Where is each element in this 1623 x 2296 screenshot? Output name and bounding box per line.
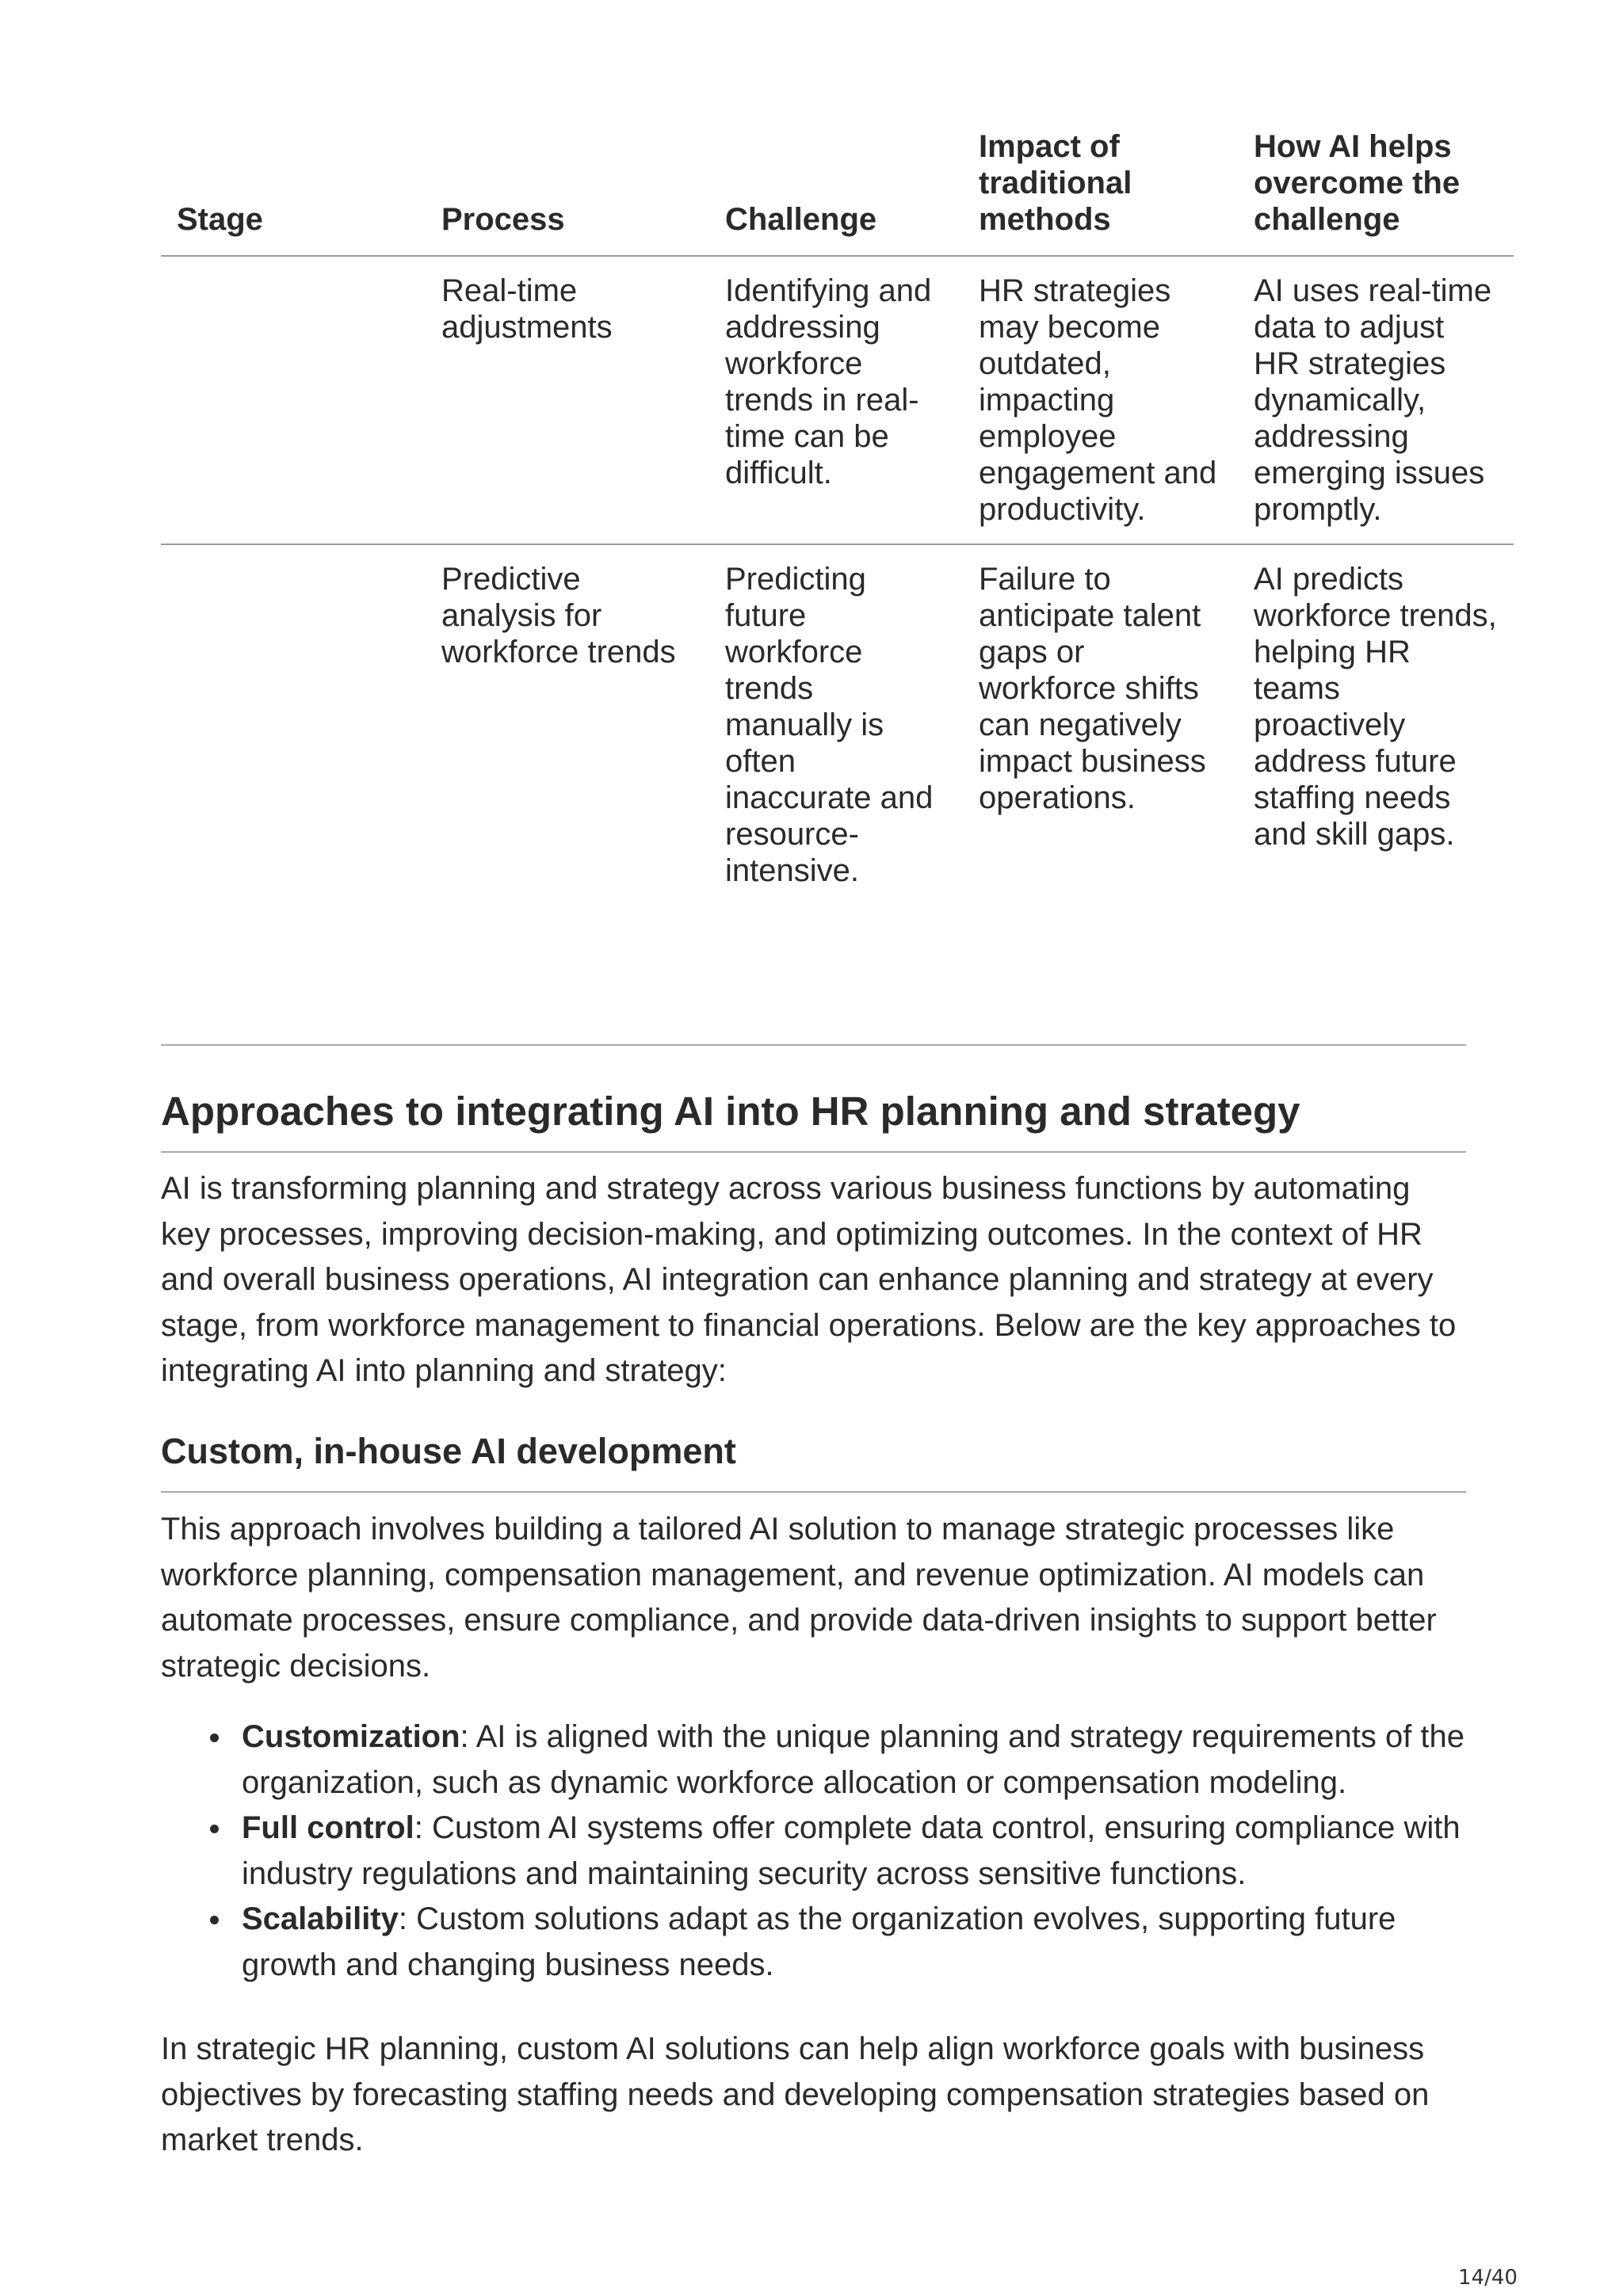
table-row bbox=[161, 544, 1514, 905]
table-header-row bbox=[161, 128, 1514, 256]
cell-how-ai-helps: AI uses real-time data to adjust HR strategies dynamically, addressing emerging issues promptly. bbox=[1238, 256, 1514, 544]
bullet-text: : Custom AI systems offer complete data control, ensuring compliance with industry regulations and maintaining security across sensitive functions. bbox=[242, 1810, 1461, 1891]
list-item bbox=[242, 1897, 1466, 1988]
page-number: 14/40 bbox=[1458, 2266, 1518, 2290]
cell-challenge: Predicting future workforce trends manually is often inaccurate and resource-intensive. bbox=[725, 562, 934, 888]
bullet-term: Customization bbox=[242, 1719, 460, 1754]
section-heading: Approaches to integrating AI into HR planning and strategy bbox=[161, 1089, 1300, 1134]
cell-impact: HR strategies may become outdated, impacting employee engagement and productivity. bbox=[963, 256, 1238, 544]
cell-stage bbox=[161, 544, 426, 905]
subheading-underline bbox=[161, 1491, 1466, 1493]
header-impact: Impact of traditional methods bbox=[963, 128, 1238, 256]
section-intro-paragraph: AI is transforming planning and strategy across various business functions by automating key processes, improving decision-making, and optimizing outcomes. In the context of HR and overall business operations, AI integration can enhance planning and strategy at every stage, from workforce management to financial operations. Below are the key approaches to integrating AI into planning and strategy: bbox=[161, 1171, 1457, 1389]
benefits-list bbox=[161, 1714, 1466, 1989]
cell-stage bbox=[161, 256, 426, 544]
heading-underline bbox=[161, 1151, 1466, 1153]
header-stage: Stage bbox=[161, 128, 426, 256]
header-how-ai-helps: How AI helps overcome the challenge bbox=[1238, 128, 1514, 256]
header-process: Process bbox=[426, 128, 709, 256]
cell-process: Real-time adjustments bbox=[426, 256, 709, 544]
section-divider bbox=[161, 1044, 1466, 1046]
bullet-term: Scalability bbox=[242, 1901, 399, 1937]
list-item bbox=[242, 1806, 1466, 1897]
cell-how-ai-helps: AI predicts workforce trends, helping HR teams proactively address future staffing needs and skill gaps. bbox=[1254, 562, 1497, 852]
cell-impact: Failure to anticipate talent gaps or workforce shifts can negatively impact business operations. bbox=[979, 562, 1206, 815]
cell-process: Predictive analysis for workforce trends bbox=[441, 562, 676, 669]
list-item bbox=[242, 1714, 1466, 1806]
closing-paragraph: In strategic HR planning, custom AI solutions can help align workforce goals with business objectives by forecasting staffing needs and developing compensation strategies based on market trends. bbox=[161, 2031, 1430, 2158]
hr-ai-table bbox=[161, 128, 1514, 905]
subsection-heading: Custom, in-house AI development bbox=[161, 1431, 736, 1471]
cell-challenge: Identifying and addressing workforce trends in real-time can be difficult. bbox=[709, 256, 963, 544]
table-row bbox=[161, 256, 1514, 544]
subsection-intro-paragraph: This approach involves building a tailored AI solution to manage strategic processes like workforce planning, compensation management, and revenue optimization. AI models can automate processes, ensure compliance, and provide data-driven insights to support better strategic decisions. bbox=[161, 1512, 1437, 1684]
bullet-text: : Custom solutions adapt as the organization evolves, supporting future growth and changing business needs. bbox=[242, 1901, 1396, 1982]
bullet-text: : AI is aligned with the unique planning and strategy requirements of the organization, such as dynamic workforce allocation or compensation modeling. bbox=[242, 1719, 1465, 1800]
bullet-term: Full control bbox=[242, 1810, 414, 1846]
header-challenge: Challenge bbox=[709, 128, 963, 256]
